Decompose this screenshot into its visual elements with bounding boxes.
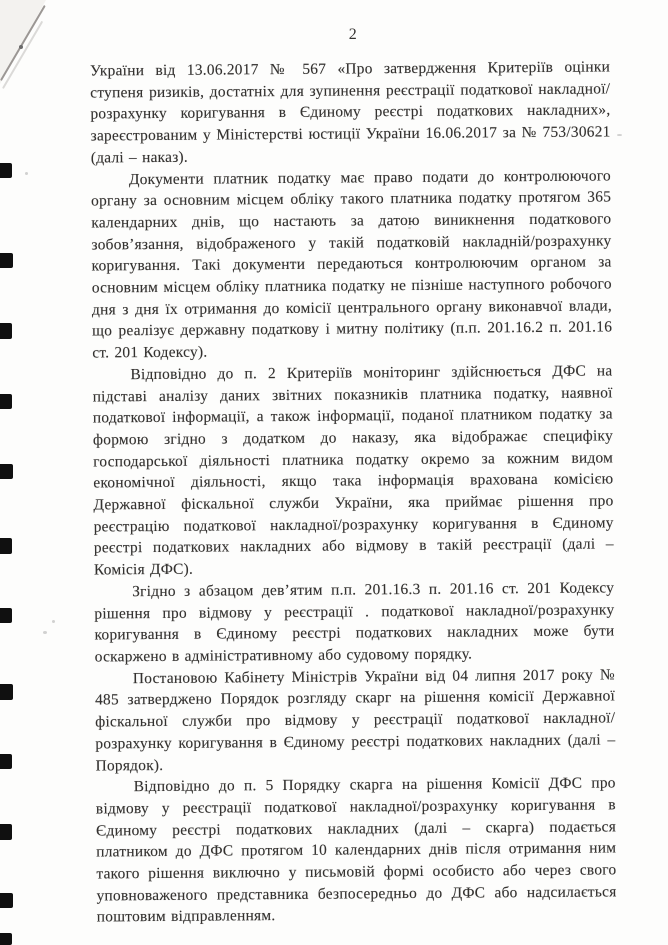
paragraph-3: Відповідно до п. 2 Критеріїв моніторинг здійснюється ДФС на підставі аналізу даних звітних показників платника податку, наявної податкової інформації, а також інформації, поданої платником податку за формою згідно з додатком до наказу, яка відображає специфіку господарської діяльності платника податку окремо за кожним видом економічної діяльності, якщо така інформація врахована комісією Державної фіскальної служби України, яка приймає рішення про реєстрацію податкової накладної/розрахунку коригування в Єдиному реєстрі податкових накладних або відмову в такій реєстрації (далі – Комісія ДФС).: [92, 362, 614, 579]
document-text-block: [90, 56, 617, 928]
scanner-edge-mark: [0, 893, 13, 908]
paragraph-2: Документи платник податку має право подати до контролюючого органу за основним місцем обліку такого платника податку протягом 365 календарних днів, що настають за датою виникнення податкового зобов’язання, відображеного у такій податковій накладній/розрахунку коригування. Такі документи передаються контролюючим органом за основним місцем обліку платника податку не пізніше наступного робочого дня з дня їх отримання до комісії центрального органу виконавчої влади, що реалізує державну податкову і митну політику (п.п. 201.16.2 п. 201.16 ст. 201 Кодексу).: [91, 166, 613, 362]
scanner-edge-mark: [0, 464, 13, 479]
scanner-edge-mark: [0, 394, 12, 409]
scanner-edge-mark: [0, 253, 13, 268]
scanner-edge-mark: [0, 933, 12, 945]
page-number: 2: [348, 26, 358, 43]
scan-speck: [52, 620, 55, 623]
scanner-edge-mark: [0, 684, 13, 700]
scanner-edge-mark: [0, 538, 12, 554]
scan-speck: [43, 631, 47, 634]
paragraph-4: Згідно з абзацом дев’ятим п.п. 201.16.3 п. 201.16 ст. 201 Кодексу рішення про відмову у реєстрації . податкової накладної/розрахунку коригування в Єдиному реєстрі податкових накладних може бути оскаржено в адміністративному або судовому порядку.: [94, 579, 615, 666]
paragraph-6: Відповідно до п. 5 Порядку скарга на рішення Комісії ДФС про відмову у реєстрації податкової накладної/розрахунку коригування в Єдиному реєстрі податкових накладних (далі – скарга) подається платником до ДФС протягом 10 календарних днів після отримання ним такого рішення виключно у письмовій формі особисто або через свого уповноваженого представника безпосередньо до ДФС або надсилається поштовим відправленням.: [95, 774, 617, 926]
paragraph-1: України від 13.06.2017 № 567 «Про затвердження Критеріїв оцінки ступеня ризиків, достатніх для зупинення реєстрації податкової накладної/розрахунку коригування в Єдиному реєстрі податкових накладних», зареєстрованим у Міністерстві юстиції України 16.06.2017 за № 753/30621 (далі – наказ).: [90, 58, 611, 167]
scanner-edge-mark: [0, 608, 12, 623]
scanner-edge-mark: [0, 824, 12, 840]
scanner-edge-mark: [0, 754, 12, 769]
scanner-edge-mark: [0, 323, 12, 339]
scan-speck: [617, 134, 622, 136]
paragraph-5: Постановою Кабінету Міністрів України від 04 липня 2017 року № 485 затверджено Порядок розгляду скарг на рішення комісії Державної фіскальної служби про відмову у реєстрації податкової накладної/розрахунку коригування в Єдиному реєстрі податкових накладних (далі – Порядок).: [94, 666, 616, 774]
scanner-edge-mark: [0, 163, 12, 178]
crease-speck: [19, 45, 23, 49]
scan-speck: [25, 172, 28, 175]
